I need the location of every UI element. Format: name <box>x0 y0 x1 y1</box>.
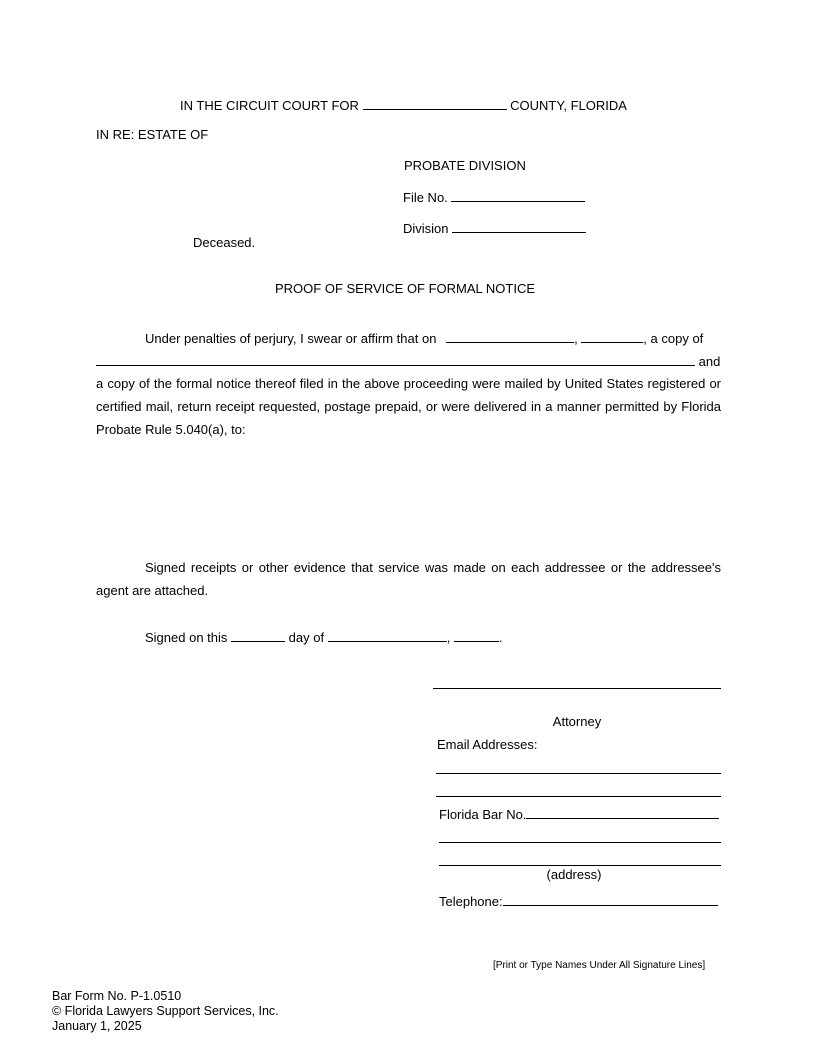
document-title: PROOF OF SERVICE OF FORMAL NOTICE <box>275 281 536 296</box>
file-no-line <box>403 189 585 206</box>
division-blank[interactable] <box>452 220 586 233</box>
court-suffix: COUNTY, FLORIDA <box>510 98 627 113</box>
file-no-blank[interactable] <box>451 189 585 202</box>
copyright: © Florida Lawyers Support Services, Inc. <box>52 1004 279 1018</box>
signed-on-this: Signed on this <box>145 630 228 645</box>
county-blank[interactable] <box>363 97 507 110</box>
division-label: Division <box>403 221 449 236</box>
signed-year-blank[interactable] <box>454 629 499 642</box>
email-label: Email Addresses: <box>437 737 538 752</box>
para1-copy-of: a copy of <box>650 331 704 346</box>
address-line-2[interactable] <box>439 865 721 866</box>
attorney-label: Attorney <box>552 714 602 729</box>
division-line <box>403 220 586 237</box>
form-date: January 1, 2025 <box>52 1019 142 1033</box>
bar-no-blank[interactable] <box>526 806 719 819</box>
para2: Signed receipts or other evidence that service was made on each addressee or the addressee's agent are attached. <box>96 560 721 598</box>
in-re-estate: IN RE: ESTATE OF <box>96 127 209 142</box>
service-year-blank[interactable] <box>581 330 643 343</box>
para1-first-line: Under penalties of perjury, I swear or affirm that on , , a copy of <box>145 331 704 346</box>
deceased-label: Deceased. <box>193 235 256 250</box>
telephone-line <box>439 893 718 910</box>
probate-division: PROBATE DIVISION <box>404 158 526 173</box>
bar-no-label: Florida Bar No. <box>439 807 527 822</box>
para1-rest: a copy of the formal notice thereof filed in the above proceeding were mailed by United States registered or certified mail, return receipt requested, postage prepaid, or were delivered in a manner permitted by Florida Probate Rule 5.040(a), to: <box>96 376 721 437</box>
court-caption <box>180 97 627 114</box>
telephone-blank[interactable] <box>503 893 718 906</box>
signed-day-blank[interactable] <box>231 629 285 642</box>
form-footer <box>52 989 279 1034</box>
service-date-blank[interactable] <box>446 330 574 343</box>
address-line-1[interactable] <box>439 842 721 843</box>
day-of: day of <box>288 630 325 645</box>
para1-start: Under penalties of perjury, I swear or affirm that on <box>145 331 437 346</box>
signed-month-blank[interactable] <box>328 629 447 642</box>
file-no-label: File No. <box>403 190 448 205</box>
telephone-label: Telephone: <box>439 894 503 909</box>
para1-second-line <box>96 353 720 370</box>
email-line-2[interactable] <box>436 796 721 797</box>
email-line-1[interactable] <box>436 773 721 774</box>
address-caption: (address) <box>546 867 602 882</box>
form-number: Bar Form No. P-1.0510 <box>52 989 182 1003</box>
bar-no-line <box>439 806 719 823</box>
signed-on-line: Signed on this day of , . <box>145 630 503 645</box>
court-prefix: IN THE CIRCUIT COURT FOR <box>180 98 359 113</box>
document-served-blank[interactable] <box>96 353 695 366</box>
signature-note: [Print or Type Names Under All Signature Lines] <box>493 960 706 971</box>
para1-and: and <box>698 354 721 369</box>
attorney-signature-line[interactable] <box>433 688 721 689</box>
